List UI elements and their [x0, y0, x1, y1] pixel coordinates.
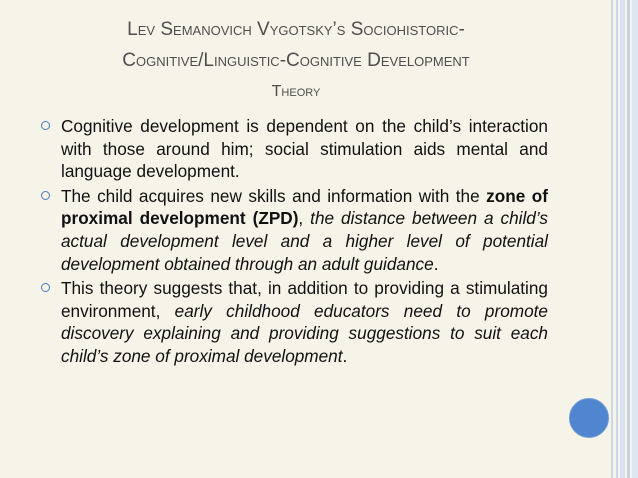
bullet-text: ,	[298, 208, 311, 229]
bullet-text: This theory suggests that, in addition to providing a stimulating environment,	[61, 278, 548, 321]
bullet-item-2	[40, 185, 548, 275]
title-line-1: Lev Semanovich Vygotsky’s Sociohistoric-	[127, 19, 465, 40]
bullet-item-3	[40, 277, 548, 367]
title-line-3: Theory	[271, 83, 321, 100]
slide-title	[36, 14, 556, 107]
bullet-text: Cognitive development is dependent on the child’s interaction with those around him; social stimulation aids mental and language development.	[61, 116, 548, 182]
bullet-icon	[41, 121, 50, 130]
zpd-term: zone of proximal development (ZPD)	[61, 185, 548, 229]
stripe	[620, 0, 625, 478]
title-line-2: Cognitive/Linguistic-Cognitive Development	[122, 50, 470, 71]
stripe	[632, 0, 638, 478]
educator-guidance: early childhood educators need to promote discovery explaining and providing suggestions to suit each child’s zone of proximal development	[61, 300, 548, 366]
bullet-icon	[41, 191, 50, 200]
decorative-circle	[569, 398, 609, 438]
decorative-stripes	[608, 0, 638, 478]
stripe	[616, 0, 618, 478]
bullet-text: .	[342, 345, 348, 366]
bullet-item-1	[40, 115, 548, 183]
bullet-list	[40, 115, 548, 370]
bullet-icon	[41, 283, 50, 292]
bullet-text: .	[433, 253, 439, 274]
stripe	[627, 0, 630, 478]
stripe	[611, 0, 613, 478]
zpd-definition: the distance between a child’s actual development level and a higher level of potential development obtained through an adult guidance	[61, 208, 548, 274]
bullet-text: The child acquires new skills and information with the	[61, 185, 487, 206]
